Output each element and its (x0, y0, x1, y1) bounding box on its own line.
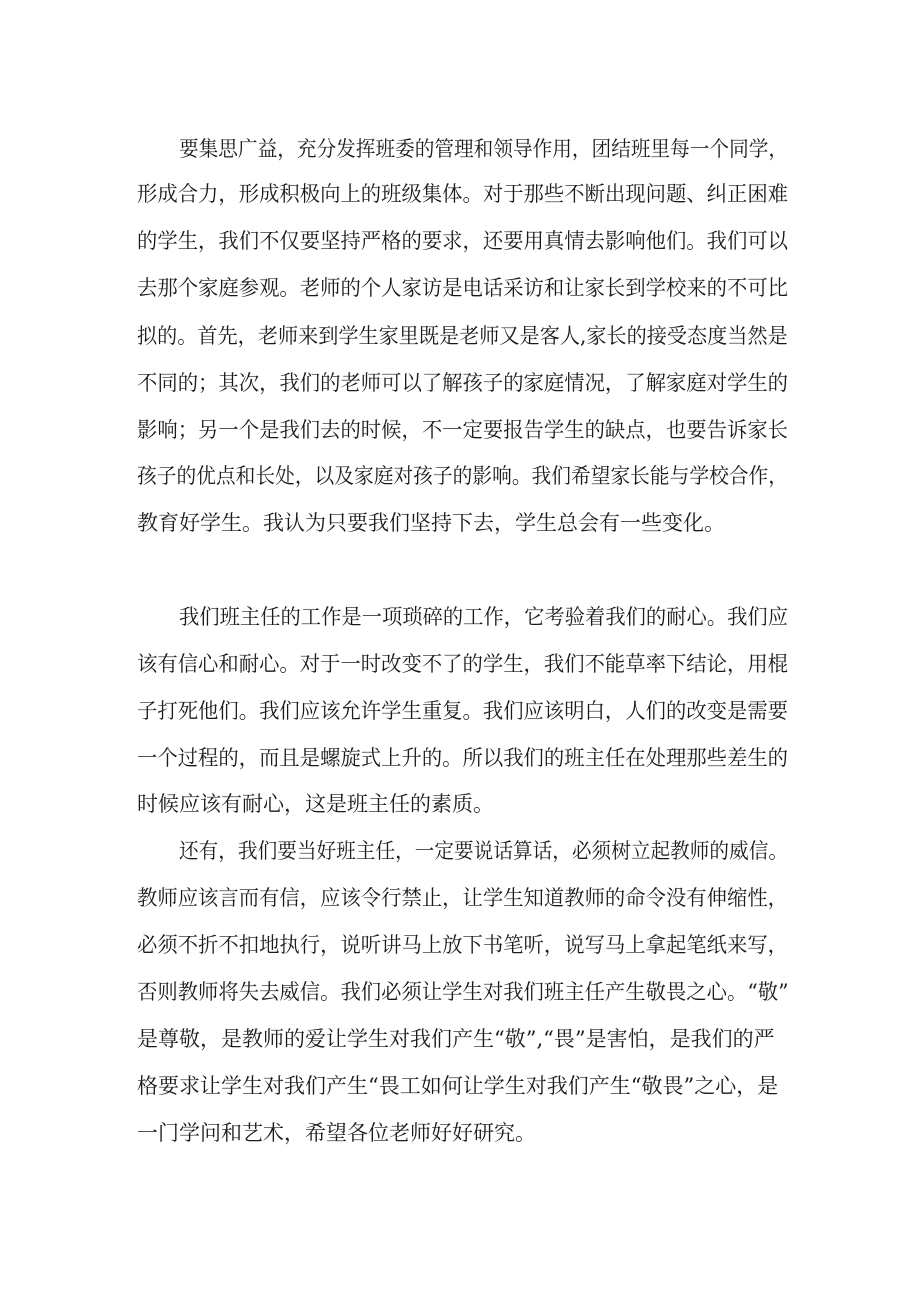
text-line: 教师应该言而有信，应该令行禁止，让学生知道教师的命令没有伸缩性， (137, 886, 789, 910)
text-line: 的学生，我们不仅要坚持严格的要求，还要用真情去影响他们。我们可以 (137, 229, 789, 253)
text-line: 该有信心和耐心。对于一时改变不了的学生，我们不能草率下结论，用棍 (137, 652, 789, 676)
text-line: 去那个家庭参观。老师的个人家访是电话采访和让家长到学校来的不可比 (137, 276, 789, 300)
text-line: 教育好学生。我认为只要我们坚持下去，学生总会有一些变化。 (137, 511, 725, 535)
text-line: 不同的；其次，我们的老师可以了解孩子的家庭情况，了解家庭对学生的 (137, 371, 789, 395)
text-line: 否则教师将失去威信。我们必须让学生对我们班主任产生敬畏之心。“敬” (137, 980, 789, 1004)
text-line: 时候应该有耐心，这是班主任的素质。 (137, 792, 494, 816)
text-line: 一门学问和艺术，希望各位老师好好研究。 (137, 1121, 536, 1145)
text-line: 影响；另一个是我们去的时候，不一定要报告学生的缺点，也要告诉家长 (137, 418, 789, 442)
text-line: 拟的。首先，老师来到学生家里既是老师又是客人,家长的接受态度当然是 (137, 324, 788, 348)
text-line: 子打死他们。我们应该允许学生重复。我们应该明白，人们的改变是需要 (137, 699, 789, 723)
text-line: 格要求让学生对我们产生“畏工如何让学生对我们产生“敬畏”之心，是 (137, 1074, 779, 1098)
text-line: 是尊敬，是教师的爱让学生对我们产生“敬”,“畏”是害怕，是我们的严 (137, 1027, 775, 1051)
text-line: 还有，我们要当好班主任，一定要说话算话，必须树立起教师的威信。 (179, 839, 789, 863)
text-line: 要集思广益，充分发挥班委的管理和领导作用，团结班里每一个同学， (179, 137, 789, 161)
text-line: 孩子的优点和长处，以及家庭对孩子的影响。我们希望家长能与学校合作， (137, 464, 789, 488)
text-line: 必须不折不扣地执行，说听讲马上放下书笔听，说写马上拿起笔纸来写， (137, 933, 789, 957)
text-line: 一个过程的，而且是螺旋式上升的。所以我们的班主任在处理那些差生的 (137, 746, 789, 770)
text-line: 我们班主任的工作是一项琐碎的工作，它考验着我们的耐心。我们应 (179, 605, 789, 629)
text-line: 形成合力，形成积极向上的班级集体。对于那些不断出现问题、纠正困难 (137, 182, 789, 206)
